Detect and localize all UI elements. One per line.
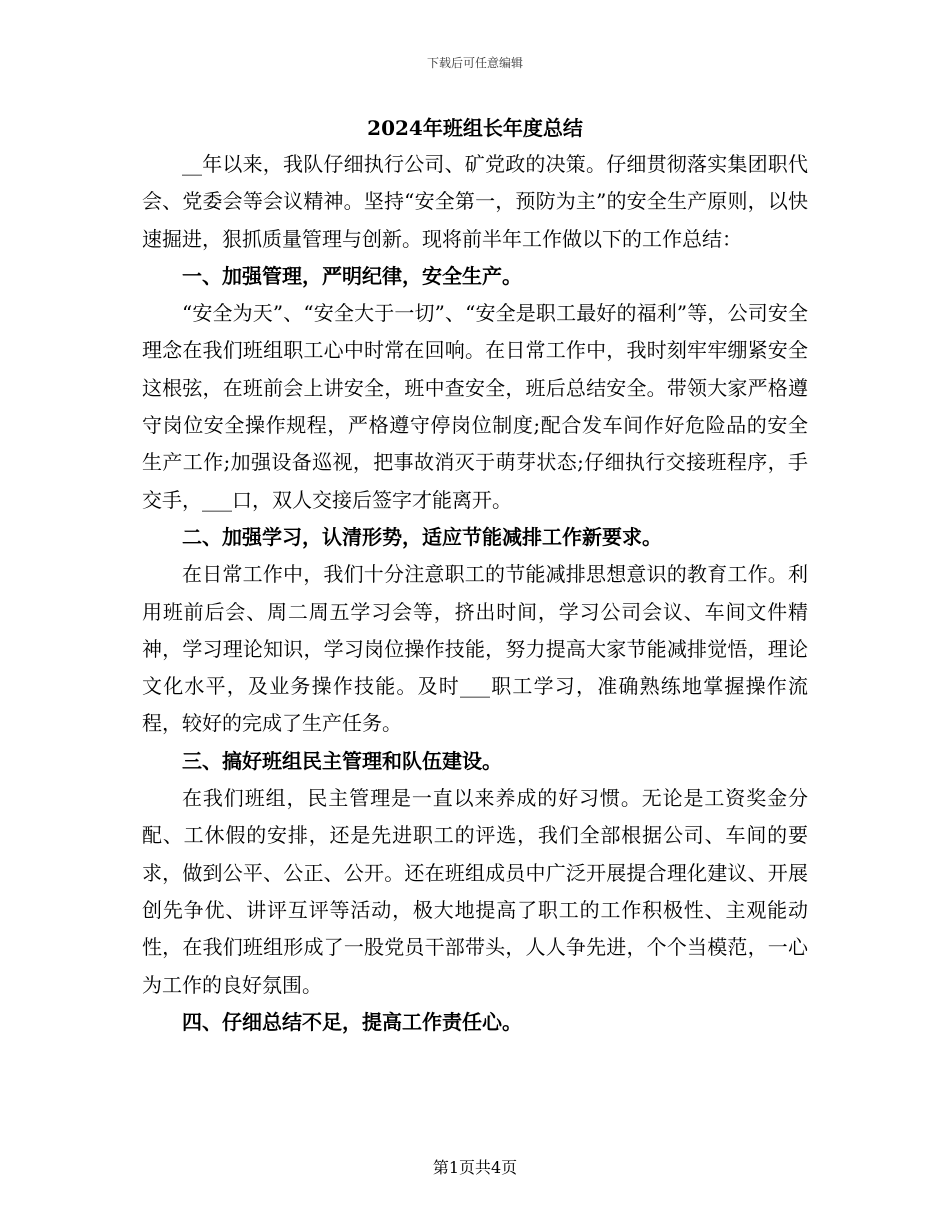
- document-body: [142, 146, 808, 1041]
- section-heading-2: 二、加强学习，认清形势，适应节能减排工作新要求。: [182, 524, 662, 549]
- page-number-footer: 第1页共4页: [432, 1158, 518, 1177]
- paragraph-section-3: 在我们班组，民主管理是一直以来养成的好习惯。无论是工资奖金分配、工休假的安排，还是先进职工的评选，我们全部根据公司、车间的要求，做到公平、公正、公开。还在班组成员中广泛开展提合理化建议、开展创先争优、讲评互评等活动，极大地提高了职工的工作积极性、主观能动性，在我们班组形成了一股党员干部带头，人人争先进，个个当模范，一心为工作的良好氛围。: [142, 786, 808, 997]
- paragraph-section-2: 在日常工作中，我们十分注意职工的节能减排思想意识的教育工作。利用班前后会、周二周五学习会等，挤出时间，学习公司会议、车间文件精神，学习理论知识，学习岗位操作技能，努力提高大家节能减排觉悟，理论文化水平，及业务操作技能。及时___职工学习，准确熟练地掌握操作流程，较好的完成了生产任务。: [142, 562, 808, 736]
- header-note: 下载后可任意编辑: [426, 56, 523, 70]
- paragraph-section-1: “安全为天”、“安全大于一切”、“安全是职工最好的福利”等，公司安全理念在我们班组职工心中时常在回响。在日常工作中，我时刻牢牢绷紧安全这根弦，在班前会上讲安全，班中查安全，班后总结安全。带领大家严格遵守岗位安全操作规程，严格遵守停岗位制度;配合发车间作好危险品的安全生产工作;加强设备巡视，把事故消灭于萌芽状态;仔细执行交接班程序，手交手，___口，双人交接后签字才能离开。: [142, 301, 808, 512]
- section-heading-4: 四、仔细总结不足，提高工作责任心。: [182, 1009, 522, 1034]
- document-title: 2024年班组长年度总结: [367, 116, 583, 140]
- section-heading-3: 三、搞好班组民主管理和队伍建设。: [182, 748, 502, 773]
- section-heading-1: 一、加强管理，严明纪律，安全生产。: [182, 263, 522, 288]
- paragraph-intro: __年以来，我队仔细执行公司、矿党政的决策。仔细贯彻落实集团职代会、党委会等会议精神。坚持“安全第一，预防为主”的安全生产原则，以快速掘进，狠抓质量管理与创新。现将前半年工作做以下的工作总结：: [142, 152, 808, 251]
